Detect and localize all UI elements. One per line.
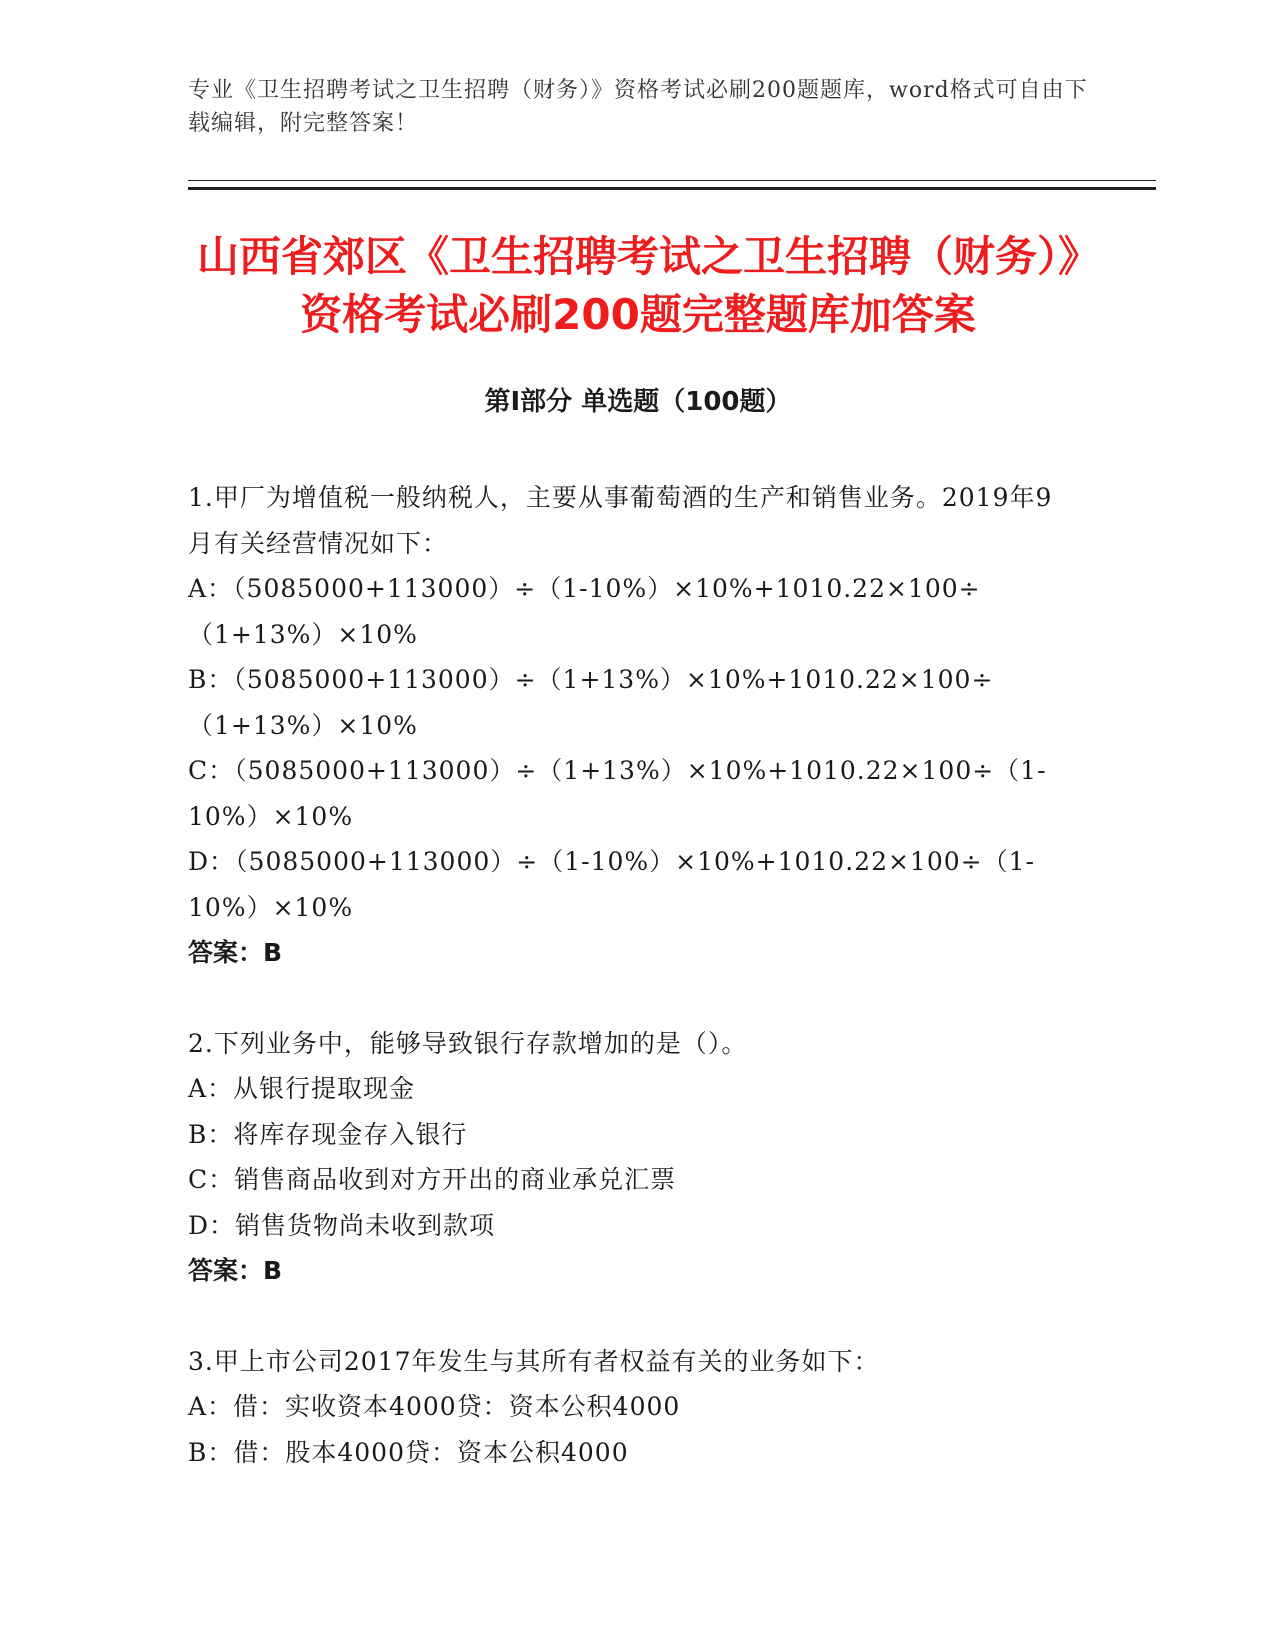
option-a: A：从银行提取现金 — [188, 1074, 416, 1103]
question-stem: 1.甲厂为增值税一般纳税人，主要从事葡萄酒的生产和销售业务。2019年9月有关经营情况如下： — [188, 483, 1053, 558]
option-c: C：销售商品收到对方开出的商业承兑汇票 — [188, 1165, 677, 1194]
option-a: A：（5085000+113000）÷（1-10%）×10%+1010.22×100÷（1+13%）×10% — [188, 574, 981, 649]
header-note: 专业《卫生招聘考试之卫生招聘（财务）》资格考试必刷200题题库，word格式可自由下载编辑，附完整答案！ — [188, 78, 1088, 136]
question-stem: 3.甲上市公司2017年发生与其所有者权益有关的业务如下： — [188, 1346, 880, 1376]
question-2 — [188, 1021, 1068, 1294]
option-a: A：借：实收资本4000贷：资本公积4000 — [188, 1392, 681, 1421]
question-1 — [188, 475, 1068, 976]
question-list — [188, 475, 1068, 1520]
header-divider — [188, 180, 1156, 190]
option-b: B：将库存现金存入银行 — [188, 1119, 468, 1149]
option-d: D：销售货物尚未收到款项 — [188, 1210, 496, 1240]
option-d: D：（5085000+113000）÷（1-10%）×10%+1010.22×100÷（1-10%）×10% — [188, 847, 1035, 922]
option-c: C：（5085000+113000）÷（1+13%）×10%+1010.22×100÷（1-10%）×10% — [188, 756, 1047, 831]
question-3 — [188, 1339, 1068, 1476]
answer: 答案：B — [188, 938, 283, 967]
option-b: B：借：股本4000贷：资本公积4000 — [188, 1437, 629, 1467]
section-title: 第Ⅰ部分 单选题（100题） — [484, 387, 792, 417]
answer: 答案：B — [188, 1256, 283, 1285]
document-title: 山西省郊区《卫生招聘考试之卫生招聘（财务）》资格考试必刷200题完整题库加答案 — [196, 232, 1079, 339]
option-b: B：（5085000+113000）÷（1+13%）×10%+1010.22×100÷（1+13%）×10% — [188, 665, 994, 740]
question-stem: 2.下列业务中，能够导致银行存款增加的是（）。 — [188, 1028, 748, 1058]
